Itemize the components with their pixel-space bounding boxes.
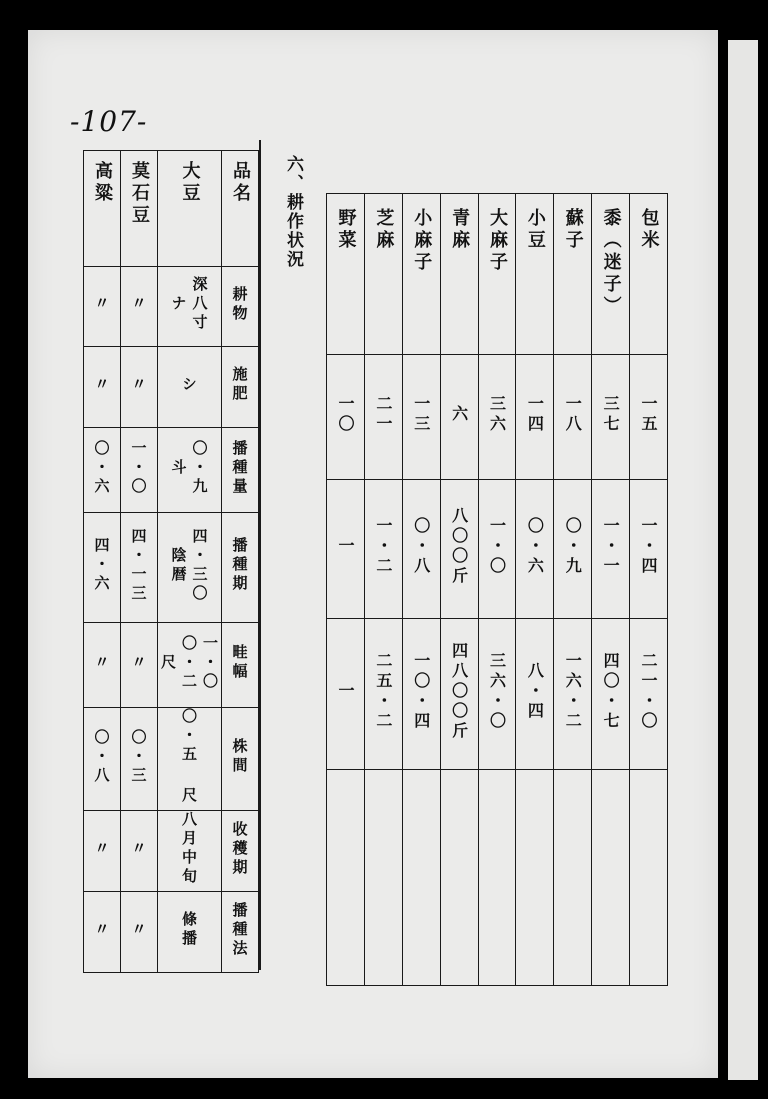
table-cell — [121, 347, 158, 428]
cell-value: 一・〇〇・二 尺 — [159, 634, 219, 692]
cell-value: 〇・八 — [92, 728, 111, 786]
header-cell — [630, 194, 668, 355]
table-cell — [364, 619, 402, 770]
crop-label: 小麻子 — [411, 208, 433, 274]
header-cell — [222, 151, 259, 267]
cell-value: 〃 — [92, 653, 111, 673]
header-label: 播種法 — [230, 901, 249, 959]
crop-label: 大麻子 — [486, 208, 508, 274]
cultivation-summary-table — [326, 193, 668, 986]
table-cell — [121, 267, 158, 347]
table-cell — [630, 355, 668, 480]
header-cell — [592, 194, 630, 355]
table-row — [327, 619, 668, 770]
cell-value: 〃 — [129, 653, 148, 673]
table-cell — [516, 480, 554, 619]
table-cell — [327, 480, 365, 619]
table-cell — [158, 428, 222, 513]
crop-label: 包米 — [638, 208, 660, 252]
table-row — [84, 623, 259, 708]
crop-name: 莫石豆 — [129, 161, 150, 227]
table-cell — [364, 770, 402, 986]
crop-method-table — [83, 150, 259, 973]
table-cell — [440, 355, 478, 480]
table-row — [327, 770, 668, 986]
table-cell — [478, 770, 516, 986]
cell-value: 一・〇 — [487, 517, 507, 577]
cell-value: 八月中旬 — [180, 811, 198, 887]
cell-value: 一・二 — [373, 517, 393, 577]
header-label: 株間 — [230, 738, 249, 776]
crop-name-cell — [84, 151, 121, 267]
cell-value: 一〇 — [335, 395, 355, 435]
table-cell — [478, 480, 516, 619]
table-cell — [121, 892, 158, 973]
table-cell — [630, 770, 668, 986]
header-label: 品名 — [230, 161, 251, 205]
table-row — [327, 355, 668, 480]
cell-value: 八〇〇斤 — [449, 507, 469, 587]
header-label: 播種期 — [230, 537, 249, 594]
cell-value: 一八 — [563, 395, 583, 435]
cell-value: 四・一三 — [129, 527, 148, 604]
table-cell — [592, 480, 630, 619]
table-cell — [630, 480, 668, 619]
table-cell — [592, 619, 630, 770]
header-label: 畦幅 — [230, 644, 249, 682]
table-cell — [84, 347, 121, 428]
crop-name: 高粱 — [92, 161, 113, 205]
table-cell — [516, 619, 554, 770]
crop-name: 大豆 — [179, 161, 201, 205]
table-row — [84, 428, 259, 513]
crop-label: 芝麻 — [373, 208, 395, 252]
cell-value: シ — [180, 375, 198, 395]
cell-value: 〇・五 尺 — [180, 708, 198, 806]
header-cell — [478, 194, 516, 355]
cell-value: 八・四 — [525, 662, 545, 722]
cell-value: 一四 — [525, 395, 545, 435]
header-cell — [222, 892, 259, 973]
cell-value: 一・四 — [639, 517, 658, 577]
table-row — [84, 267, 259, 347]
header-cell — [222, 513, 259, 623]
page-number: -107- — [70, 105, 148, 138]
cell-value: 〃 — [129, 920, 148, 940]
cell-value: 〇・九 — [563, 517, 583, 577]
table-cell — [402, 355, 440, 480]
cell-value: 一〇・四 — [411, 652, 431, 732]
cell-value: 〃 — [129, 375, 148, 395]
table-rule — [259, 140, 261, 970]
table-cell — [592, 770, 630, 986]
table-cell — [516, 355, 554, 480]
cell-value: 一・〇 — [129, 439, 148, 497]
table-cell — [516, 770, 554, 986]
table-row — [84, 513, 259, 623]
table-cell — [84, 623, 121, 708]
cell-value: 條播 — [180, 911, 198, 949]
header-cell — [440, 194, 478, 355]
header-label: 播種量 — [230, 439, 249, 497]
table-row — [84, 151, 259, 267]
cell-value: 〃 — [92, 839, 111, 859]
table-cell — [158, 513, 222, 623]
cell-value: 一六・二 — [563, 652, 583, 732]
cell-value: 〃 — [92, 295, 111, 314]
table-cell — [121, 623, 158, 708]
header-cell — [222, 428, 259, 513]
cell-value: 〇・六 — [92, 439, 111, 497]
table-cell — [364, 355, 402, 480]
table-cell — [592, 355, 630, 480]
cell-value: 〃 — [129, 295, 148, 314]
table-row — [84, 708, 259, 811]
table-cell — [554, 355, 592, 480]
table-cell — [158, 267, 222, 347]
header-cell — [222, 811, 259, 892]
table-cell — [327, 770, 365, 986]
table-cell — [121, 428, 158, 513]
cell-value: 〃 — [129, 839, 148, 859]
table-cell — [440, 480, 478, 619]
crop-label: 青麻 — [449, 208, 471, 252]
table-cell — [158, 892, 222, 973]
table-row — [84, 811, 259, 892]
table-cell — [440, 619, 478, 770]
table-cell — [478, 355, 516, 480]
table-row — [84, 892, 259, 973]
cell-value: 四・三〇 陰暦 — [169, 527, 209, 604]
cell-value: 一五 — [639, 395, 658, 435]
table-cell — [121, 513, 158, 623]
header-label: 收穫期 — [230, 820, 249, 878]
cell-value: 二一 — [373, 395, 393, 435]
crop-label: 小豆 — [524, 208, 546, 252]
crop-name-cell — [121, 151, 158, 267]
table-cell — [84, 428, 121, 513]
cell-value: 一 — [335, 682, 355, 702]
table-cell — [327, 619, 365, 770]
header-cell — [364, 194, 402, 355]
adjacent-page-edge — [728, 40, 758, 1080]
header-cell — [327, 194, 365, 355]
header-cell — [516, 194, 554, 355]
cell-value: 〇・八 — [411, 517, 431, 577]
cell-value: 〃 — [92, 375, 111, 395]
cell-value: 四・六 — [92, 537, 111, 594]
header-cell — [222, 623, 259, 708]
cell-value: 〇・六 — [525, 517, 545, 577]
table-cell — [554, 480, 592, 619]
table-cell — [364, 480, 402, 619]
crop-name-cell — [158, 151, 222, 267]
table-cell — [554, 619, 592, 770]
table-row — [327, 194, 668, 355]
table-cell — [478, 619, 516, 770]
table-cell — [84, 892, 121, 973]
table-cell — [158, 811, 222, 892]
crop-label: 蘇子 — [562, 208, 584, 252]
header-cell — [402, 194, 440, 355]
header-label: 耕物 — [230, 285, 249, 324]
table-row — [84, 347, 259, 428]
table-cell — [402, 770, 440, 986]
table-cell — [440, 770, 478, 986]
table-cell — [158, 708, 222, 811]
table-cell — [327, 355, 365, 480]
crop-label: 野菜 — [335, 208, 357, 252]
table-cell — [158, 347, 222, 428]
cell-value: 三六 — [487, 395, 507, 435]
table-cell — [554, 770, 592, 986]
cell-value: 〇・三 — [129, 728, 148, 786]
table-cell — [402, 619, 440, 770]
table-row — [327, 480, 668, 619]
cell-value: 深八寸ナ — [169, 276, 209, 333]
table-cell — [121, 708, 158, 811]
cell-value: 三六・〇 — [487, 652, 507, 732]
cell-value: 六 — [449, 405, 469, 425]
cell-value: 二五・二 — [373, 652, 393, 732]
cell-value: 四〇・七 — [601, 652, 621, 732]
cell-value: 〃 — [92, 920, 111, 940]
table-cell — [630, 619, 668, 770]
table-cell — [84, 811, 121, 892]
cell-value: 三七 — [601, 395, 621, 435]
table-cell — [84, 513, 121, 623]
table-cell — [158, 623, 222, 708]
cell-value: 一三 — [411, 395, 431, 435]
table-cell — [121, 811, 158, 892]
header-cell — [222, 708, 259, 811]
section-heading: 六、耕作状況 — [283, 155, 303, 269]
table-cell — [402, 480, 440, 619]
cell-value: 一・一 — [601, 517, 621, 577]
header-cell — [222, 267, 259, 347]
crop-label: 黍（迷子） — [600, 208, 622, 318]
cell-value: 〇・九 斗 — [169, 439, 209, 497]
cell-value: 四八〇〇斤 — [449, 642, 469, 742]
header-cell — [222, 347, 259, 428]
cell-value: 二一・〇 — [639, 652, 658, 732]
header-label: 施肥 — [230, 366, 249, 404]
cell-value: 一 — [335, 537, 355, 557]
table-cell — [84, 267, 121, 347]
table-cell — [84, 708, 121, 811]
header-cell — [554, 194, 592, 355]
